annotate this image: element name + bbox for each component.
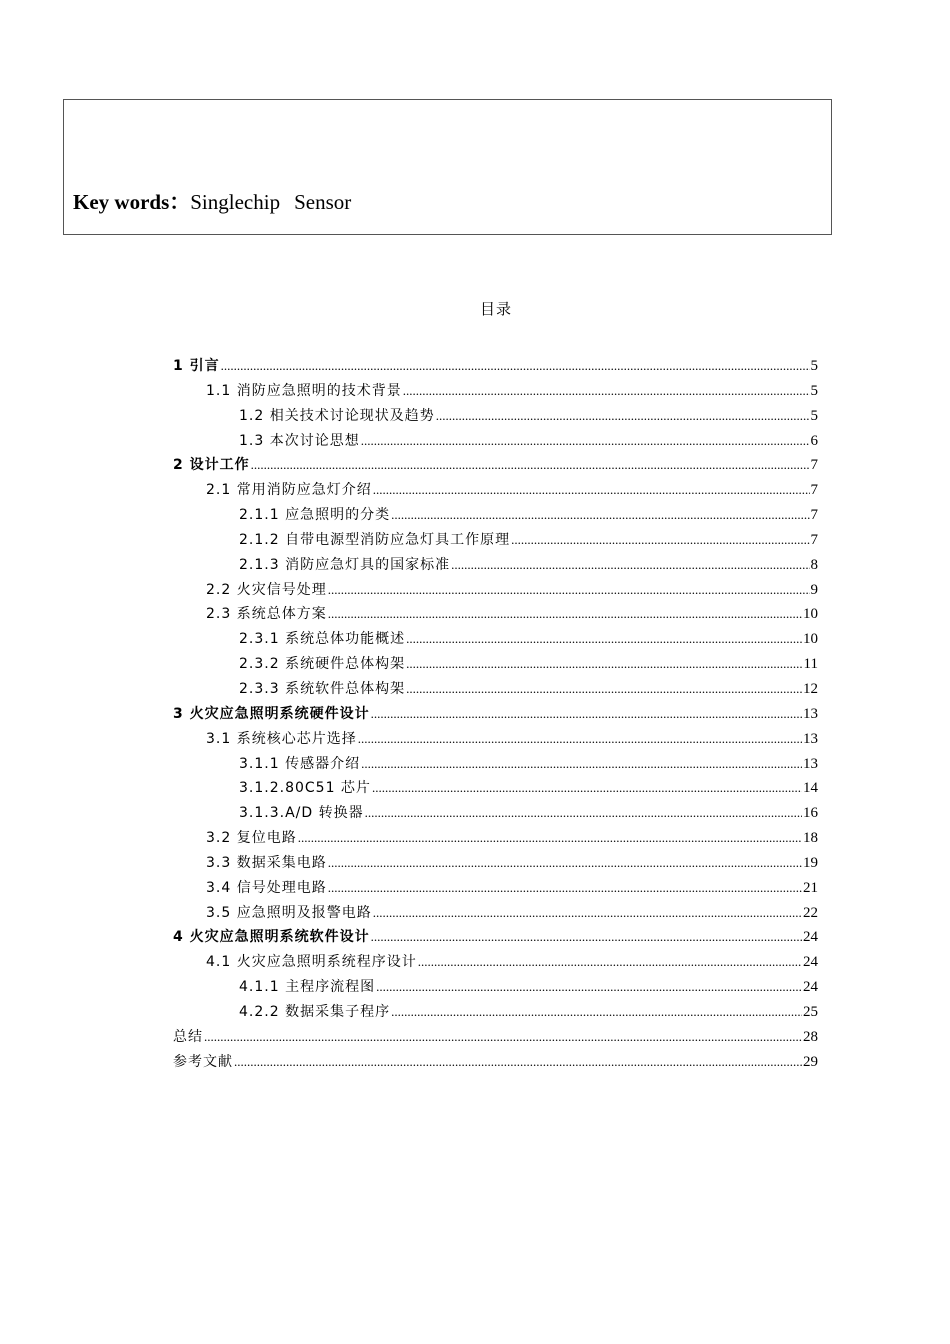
keyword-term: Singlechip [190,190,281,214]
toc-entry-page: 13 [803,730,818,747]
toc-entry[interactable] [173,628,818,653]
toc-entry[interactable] [173,777,818,802]
toc-entry-label: 2 设计工作 [173,457,250,474]
toc-entry-page: 13 [803,755,818,772]
toc-entry[interactable] [173,554,818,579]
toc-entry[interactable] [173,827,818,852]
toc-entry-label: 1.2 相关技术讨论现状及趋势 [239,407,435,424]
keyword-term: Sensor [294,190,352,214]
toc-entry-label: 3.1.2.80C51 芯片 [239,780,371,797]
toc-entry-label: 3.2 复位电路 [206,830,297,847]
toc-leader-dots [376,979,802,995]
toc-entry[interactable] [173,380,818,405]
toc-leader-dots [418,954,802,970]
abstract-box [63,99,832,235]
toc-entry-label: 2.1.1 应急照明的分类 [239,507,391,524]
toc-entry-page: 7 [810,507,818,524]
toc-entry-label: 4.2.2 数据采集子程序 [239,1003,391,1020]
toc-entry-label: 2.3.3 系统软件总体构架 [239,680,406,697]
toc-entry-page: 7 [810,531,818,548]
toc-entry-label: 2.2 火灾信号处理 [206,581,327,598]
toc-leader-dots [371,929,802,945]
toc-leader-dots [372,780,802,796]
keywords-separator: ： [169,190,191,214]
toc-entry-page: 22 [803,904,818,921]
toc-leader-dots [365,805,802,821]
toc-leader-dots [391,507,809,523]
toc-entry[interactable] [173,852,818,877]
toc-entry-page: 7 [810,482,818,499]
toc-entry-label: 2.1 常用消防应急灯介绍 [206,482,372,499]
toc-entry[interactable] [173,355,818,380]
toc-entry[interactable] [173,430,818,455]
toc-entry-page: 9 [810,581,818,598]
toc-entry-page: 25 [803,1003,818,1020]
toc-leader-dots [298,830,802,846]
toc-leader-dots [328,582,810,598]
toc-leader-dots [328,855,802,871]
toc-entry-label: 4 火灾应急照明系统软件设计 [173,929,370,946]
toc-entry[interactable] [173,405,818,430]
toc-entry-label: 2.3 系统总体方案 [206,606,327,623]
toc-entry-page: 18 [803,830,818,847]
toc-entry-label: 1.3 本次讨论思想 [239,432,360,449]
toc-entry-label: 3.1.3.A/D 转换器 [239,805,364,822]
toc-entry-label: 1.1 消防应急照明的技术背景 [206,382,402,399]
toc-entry-page: 5 [810,382,818,399]
toc-entry[interactable] [173,753,818,778]
toc-leader-dots [371,706,802,722]
toc-entry-label: 总结 [173,1028,203,1045]
toc-entry[interactable] [173,603,818,628]
toc-entry[interactable] [173,678,818,703]
toc-entry-page: 28 [803,1028,818,1045]
toc-entry[interactable] [173,976,818,1001]
toc-entry-label: 参考文献 [173,1053,233,1070]
toc-leader-dots [361,433,810,449]
toc-entry[interactable] [173,479,818,504]
toc-leader-dots [406,631,802,647]
toc-leader-dots [511,532,809,548]
keywords-line [73,186,365,216]
toc-entry[interactable] [173,1001,818,1026]
toc-entry-page: 29 [803,1053,818,1070]
toc-title: 目录 [479,300,512,318]
toc-entry-page: 11 [803,656,818,673]
toc-leader-dots [406,681,802,697]
toc-entry-page: 16 [803,805,818,822]
toc-entry-page: 24 [803,979,818,996]
toc-leader-dots [361,756,802,772]
toc-entry-label: 3.3 数据采集电路 [206,854,327,871]
toc-entry[interactable] [173,653,818,678]
toc-leader-dots [251,457,810,473]
toc-entry[interactable] [173,951,818,976]
toc-entry[interactable] [173,454,818,479]
toc-entry-label: 2.1.2 自带电源型消防应急灯具工作原理 [239,531,511,548]
toc-leader-dots [406,656,802,672]
toc-entry-page: 10 [803,631,818,648]
toc-entry-page: 12 [803,680,818,697]
toc-entry[interactable] [173,1026,818,1051]
toc-entry-page: 19 [803,854,818,871]
toc-entry-label: 4.1.1 主程序流程图 [239,979,376,996]
toc-leader-dots [391,1004,802,1020]
toc-entry[interactable] [173,1051,818,1076]
toc-entry-page: 6 [810,432,818,449]
toc-entry-page: 21 [803,879,818,896]
toc-entry-page: 7 [810,457,818,474]
toc-entry-label: 3 火灾应急照明系统硬件设计 [173,705,370,722]
toc-leader-dots [373,905,802,921]
toc-leader-dots [328,880,802,896]
toc-entry-page: 13 [803,705,818,722]
toc-entry-label: 4.1 火灾应急照明系统程序设计 [206,954,417,971]
toc-entry-page: 5 [810,358,818,374]
toc-entry-label: 3.4 信号处理电路 [206,879,327,896]
keywords-label: Key words [73,190,170,214]
table-of-contents [173,355,818,1075]
toc-leader-dots [358,731,802,747]
toc-leader-dots [451,557,809,573]
toc-entry[interactable] [173,877,818,902]
toc-leader-dots [234,1054,802,1070]
toc-entry-page: 14 [803,780,818,797]
toc-entry[interactable] [173,902,818,927]
toc-leader-dots [204,1029,802,1045]
toc-entry[interactable] [173,728,818,753]
toc-leader-dots [403,383,810,399]
toc-entry-page: 5 [810,407,818,424]
toc-entry-label: 3.5 应急照明及报警电路 [206,904,372,921]
toc-entry-label: 3.1.1 传感器介绍 [239,755,361,772]
toc-entry-label: 2.3.1 系统总体功能概述 [239,631,406,648]
toc-entry-label: 2.1.3 消防应急灯具的国家标准 [239,556,451,573]
toc-entry[interactable] [173,504,818,529]
toc-leader-dots [328,606,802,622]
toc-entry[interactable] [173,802,818,827]
toc-entry[interactable] [173,926,818,951]
toc-entry-page: 10 [803,606,818,623]
toc-entry[interactable] [173,703,818,728]
toc-entry-page: 8 [810,556,818,573]
toc-entry-label: 1 引言 [173,358,220,374]
toc-entry[interactable] [173,529,818,554]
toc-leader-dots [373,482,810,498]
toc-entry[interactable] [173,579,818,604]
toc-leader-dots [436,408,810,424]
toc-entry-label: 2.3.2 系统硬件总体构架 [239,656,406,673]
toc-leader-dots [221,358,810,374]
toc-entry-label: 3.1 系统核心芯片选择 [206,730,357,747]
toc-entry-page: 24 [803,954,818,971]
toc-entry-page: 24 [803,929,818,946]
